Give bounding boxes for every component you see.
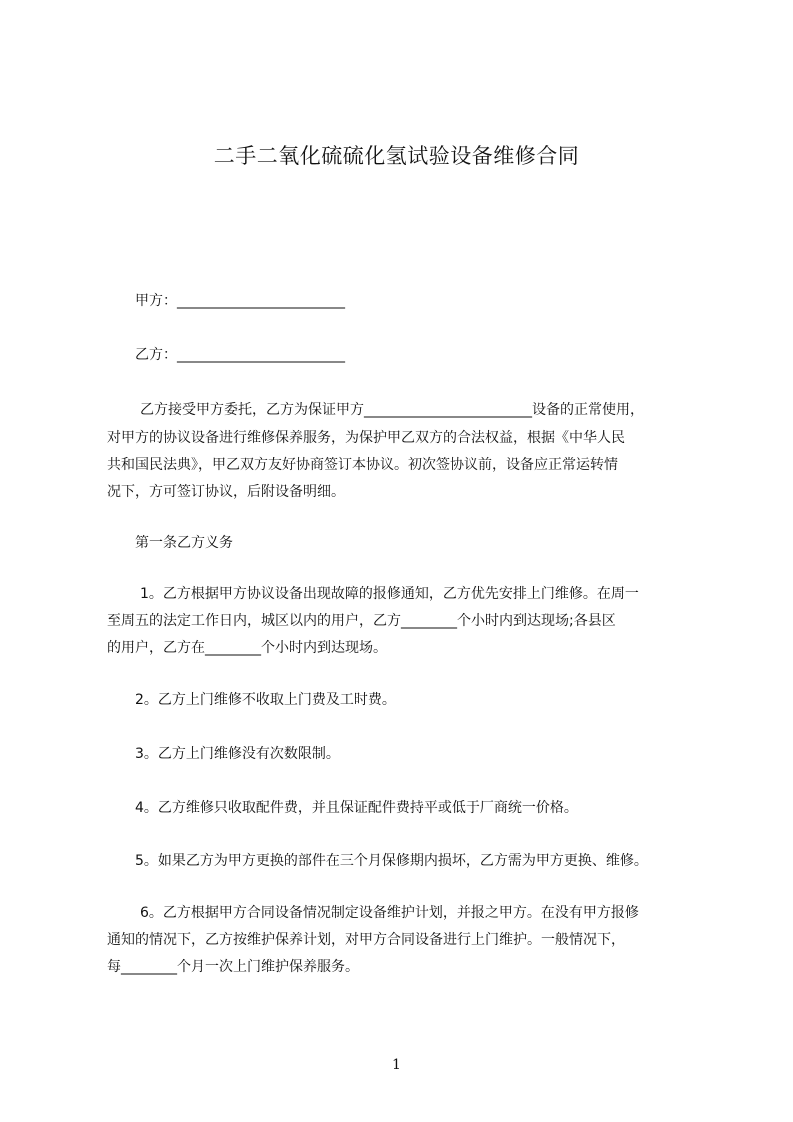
clause-3: 3。乙方上门维修没有次数限制。	[135, 746, 340, 762]
clause-5: 5。如果乙方为甲方更换的部件在三个月保修期内损坏，乙方需为甲方更换、维修。	[135, 853, 648, 869]
intro-line: 对甲方的协议设备进行维修保养服务，为保护甲乙双方的合法权益，根据《中华人民	[107, 430, 625, 446]
clause-line: 的用户，乙方在________个小时内到达现场。	[107, 640, 387, 656]
intro-line: 共和国民法典》，甲乙双方友好协商签订本协议。初次签协议前，设备应正常运转情	[107, 457, 618, 473]
clause-line: 1。乙方根据甲方协议设备出现故障的报修通知，乙方优先安排上门维修。在周一	[140, 586, 639, 602]
clause-line: 6。乙方根据甲方合同设备情况制定设备维护计划，并报之甲方。在没有甲方报修	[140, 905, 639, 921]
clause-line: 至周五的法定工作日内，城区以内的用户，乙方________个小时内到达现场;各县区	[107, 613, 616, 629]
clause-2: 2。乙方上门维修不收取上门费及工时费。	[135, 692, 396, 708]
document-title: 二手二氧化硫硫化氢试验设备维修合同	[213, 144, 580, 168]
clause-4: 4。乙方维修只收取配件费，并且保证配件费持平或低于厂商统一价格。	[135, 800, 578, 816]
clause-line: 每________个月一次上门维护保养服务。	[107, 959, 359, 975]
article-1-heading: 第一条乙方义务	[135, 535, 233, 551]
page-number: 1	[392, 1057, 401, 1073]
intro-line: 乙方接受甲方委托，乙方为保证甲方________________________设备的正常使用，	[140, 402, 644, 418]
party-a-line: 甲方：________________________	[135, 293, 345, 309]
clause-line: 通知的情况下，乙方按维护保养计划，对甲方合同设备进行上门维护。一般情况下，	[107, 932, 625, 948]
party-b-line: 乙方：________________________	[135, 347, 345, 363]
intro-line: 况下，方可签订协议，后附设备明细。	[107, 484, 345, 500]
